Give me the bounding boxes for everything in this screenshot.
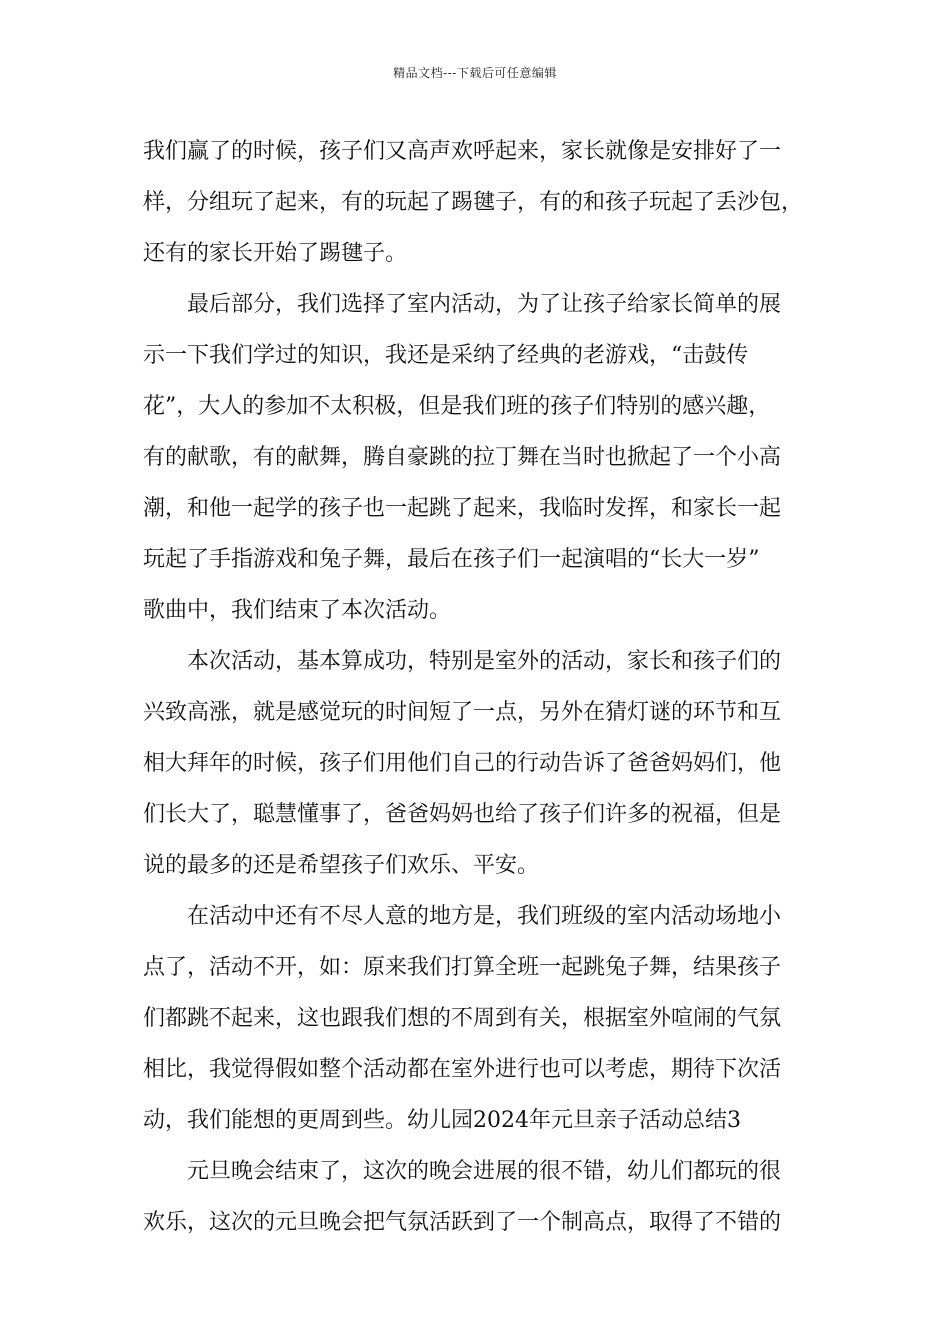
text-line: 我们赢了的时候，孩子们又高声欢呼起来，家长就像是安排好了一 bbox=[143, 139, 782, 164]
text-line: 歌曲中，我们结束了本次活动。 bbox=[143, 598, 452, 623]
document-body bbox=[143, 126, 821, 1248]
text-line: 玩起了手指游戏和兔子舞，最后在孩子们一起演唱的“长大一岁” bbox=[143, 547, 760, 572]
text-line: 相大拜年的时候，孩子们用他们自己的行动告诉了爸爸妈妈们，他 bbox=[143, 751, 782, 776]
text-line: 相比，我觉得假如整个活动都在室外进行也可以考虑，期待下次活 bbox=[143, 1057, 782, 1082]
text-line: 本次活动，基本算成功，特别是室外的活动，家长和孩子们的 bbox=[187, 649, 782, 674]
text-line: 们长大了，聪慧懂事了，爸爸妈妈也给了孩子们许多的祝福，但是 bbox=[143, 802, 782, 827]
text-line: 兴致高涨，就是感觉玩的时间短了一点，另外在猜灯谜的环节和互 bbox=[143, 700, 782, 725]
text-line: 最后部分，我们选择了室内活动，为了让孩子给家长简单的展 bbox=[187, 292, 782, 317]
page-header: 精品文档---下载后可任意编辑 bbox=[393, 66, 557, 80]
text-line: 们都跳不起来，这也跟我们想的不周到有关，根据室外喧闹的气氛 bbox=[143, 1006, 782, 1031]
text-line: 花”，大人的参加不太积极，但是我们班的孩子们特别的感兴趣， bbox=[143, 394, 771, 419]
text-line: 点了，活动不开，如：原来我们打算全班一起跳兔子舞，结果孩子 bbox=[143, 955, 782, 980]
text-line: 示一下我们学过的知识，我还是采纳了经典的老游戏，“击鼓传 bbox=[143, 343, 749, 368]
text-line: 还有的家长开始了踢毽子。 bbox=[143, 241, 408, 266]
text-line: 有的献歌，有的献舞，腾自豪跳的拉丁舞在当时也掀起了一个小高 bbox=[143, 445, 782, 470]
text-line: 潮，和他一起学的孩子也一起跳了起来，我临时发挥，和家长一起 bbox=[143, 496, 782, 521]
text-line: 动，我们能想的更周到些。幼儿园2024年元旦亲子活动总结3 bbox=[143, 1108, 741, 1133]
text-line: 说的最多的还是希望孩子们欢乐、平安。 bbox=[143, 853, 540, 878]
text-line: 元旦晚会结束了，这次的晚会进展的很不错，幼儿们都玩的很 bbox=[187, 1159, 782, 1184]
text-line: 样，分组玩了起来，有的玩起了踢毽子，有的和孩子玩起了丢沙包， bbox=[143, 190, 804, 215]
text-line: 在活动中还有不尽人意的地方是，我们班级的室内活动场地小 bbox=[187, 904, 782, 929]
text-line: 欢乐，这次的元旦晚会把气氛活跃到了一个制高点，取得了不错的 bbox=[143, 1210, 782, 1235]
